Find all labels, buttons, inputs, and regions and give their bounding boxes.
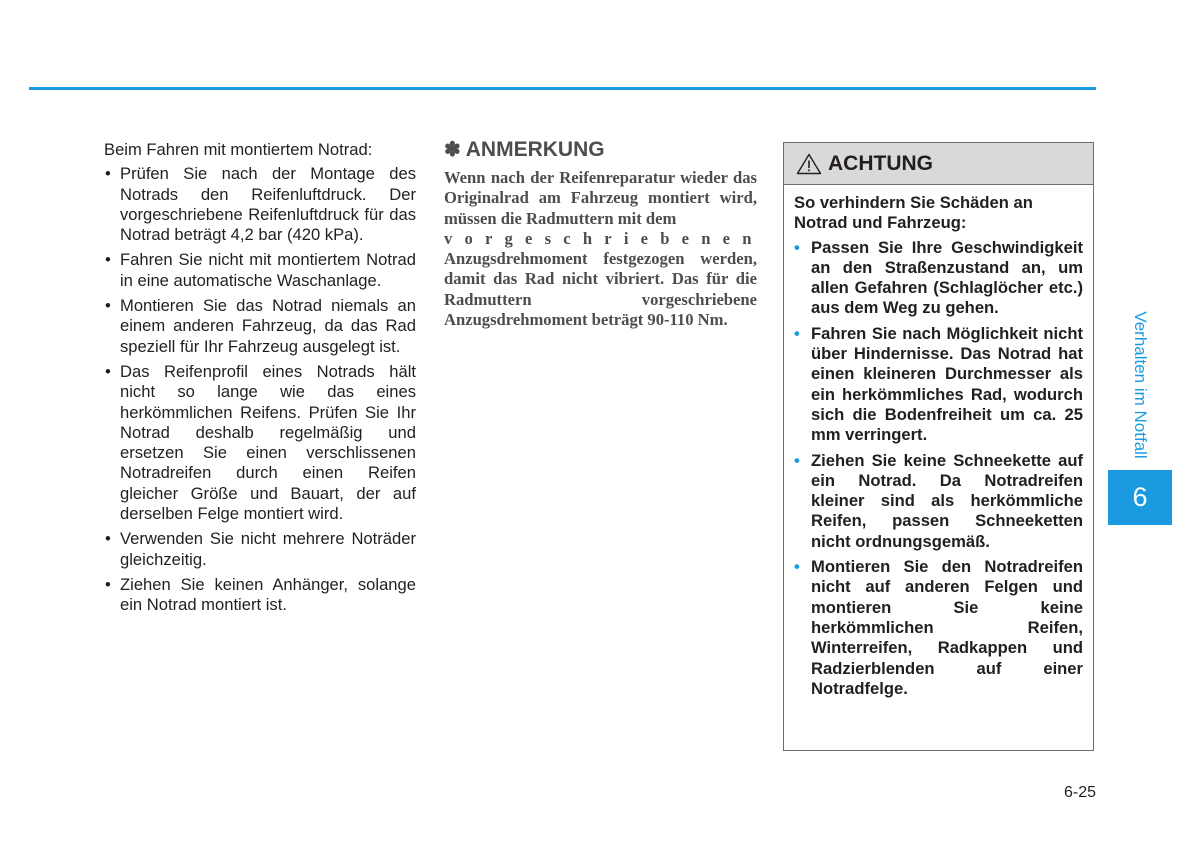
list-item bbox=[794, 324, 1083, 446]
list-item bbox=[104, 164, 416, 245]
left-column bbox=[104, 140, 416, 621]
bullet-icon: • bbox=[794, 557, 800, 577]
list-item bbox=[794, 557, 1083, 699]
list-item-text: Das Reifenprofil eines Notrads hält nicht so lange wie das eines herkömmlichen Reifens. Prüfen Sie Ihr Notrad deshalb regelmäßig und ersetzen Sie einen verschlissenen Notradreifen durch einen Reifen gleicher Größe und Bauart, der auf derselben Felge montiert wird. bbox=[120, 361, 416, 524]
list-item bbox=[104, 529, 416, 570]
bullet-icon: • bbox=[794, 323, 800, 343]
bullet-icon: • bbox=[105, 529, 111, 549]
list-item bbox=[104, 296, 416, 357]
bullet-icon: • bbox=[105, 164, 111, 184]
bullet-icon: • bbox=[105, 574, 111, 594]
caution-title: ACHTUNG bbox=[828, 151, 933, 175]
list-item-text: Montieren Sie den Notradreifen nicht auf anderen Felgen und montieren Sie keine herkömmlichen Reifen, Winterreifen, Radkappen und Radzierblenden auf einer Notradfelge. bbox=[811, 557, 1083, 698]
list-item-text: Montieren Sie das Notrad niemals an einem anderen Fahrzeug, da das Rad speziell für Ihr Fahrzeug ausgelegt ist. bbox=[120, 296, 416, 356]
bullet-icon: • bbox=[794, 237, 800, 257]
list-item-text: Passen Sie Ihre Geschwindigkeit an den Straßenzustand an, um allen Gefahren (Schlaglöcher etc.) aus dem Weg zu gehen. bbox=[811, 237, 1083, 318]
caution-header bbox=[784, 143, 1093, 185]
bullet-icon: • bbox=[105, 250, 111, 270]
caution-bullet-list bbox=[794, 238, 1083, 700]
list-item bbox=[104, 575, 416, 616]
bullet-icon: • bbox=[105, 296, 111, 316]
list-item bbox=[104, 250, 416, 291]
caution-body bbox=[784, 185, 1093, 699]
note-star-icon: ✽ bbox=[444, 139, 461, 161]
list-item bbox=[794, 238, 1083, 319]
list-item-text: Ziehen Sie keine Schneekette auf ein Notrad. Da Notradreifen kleiner sind als herkömmliche Reifen, passen Schneeketten nicht ordnungsgemäß. bbox=[811, 450, 1083, 551]
bullet-icon: • bbox=[105, 361, 111, 381]
note-text bbox=[444, 168, 764, 330]
note-section bbox=[444, 137, 764, 330]
section-label-text: Verhalten im Notfall bbox=[1131, 311, 1150, 459]
list-item-text: Fahren Sie nach Möglichkeit nicht über Hindernisse. Das Notrad hat einen kleineren Durchmesser als ein herkömmliches Rad, wodurch sich die Bodenfreiheit um ca. 25 mm verringert. bbox=[811, 323, 1083, 445]
caution-intro: So verhindern Sie Schäden an Notrad und Fahrzeug: bbox=[794, 193, 1033, 233]
left-intro: Beim Fahren mit montiertem Notrad: bbox=[104, 140, 373, 159]
warning-triangle-icon bbox=[796, 153, 822, 175]
bullet-icon: • bbox=[794, 450, 800, 470]
note-text-spread: vorgeschriebenen bbox=[444, 228, 764, 248]
caution-box bbox=[783, 142, 1094, 751]
list-item bbox=[794, 451, 1083, 552]
note-heading-text: ANMERKUNG bbox=[465, 138, 605, 161]
list-item-text: Fahren Sie nicht mit montiertem Notrad in eine automatische Waschanlage. bbox=[120, 250, 416, 290]
list-item-text: Verwenden Sie nicht mehrere Noträder gleichzeitig. bbox=[120, 529, 416, 569]
header-rule bbox=[29, 87, 1096, 90]
page-number: 6-25 bbox=[1063, 784, 1096, 801]
section-side-label bbox=[1128, 300, 1152, 470]
note-text-part: Anzugsdrehmoment festgezogen werden, damit das Rad nicht vibriert. Das für die Radmuttern vorgeschriebene Anzugsdrehmoment beträgt 90-110 Nm. bbox=[444, 249, 757, 330]
note-text-part: Wenn nach der Reifenreparatur wieder das Originalrad am Fahrzeug montiert wird, müssen die Radmuttern mit dem bbox=[444, 168, 757, 228]
note-heading bbox=[444, 137, 757, 163]
list-item bbox=[104, 362, 416, 524]
list-item-text: Ziehen Sie keinen Anhänger, solange ein Notrad montiert ist. bbox=[120, 574, 416, 615]
left-bullet-list bbox=[104, 164, 416, 615]
chapter-tab: 6 bbox=[1108, 470, 1172, 525]
list-item-text: Prüfen Sie nach der Montage des Notrads den Reifenluftdruck. Der vorgeschriebene Reifenluftdruck für das Notrad beträgt 4,2 bar (420 kPa). bbox=[120, 164, 416, 245]
